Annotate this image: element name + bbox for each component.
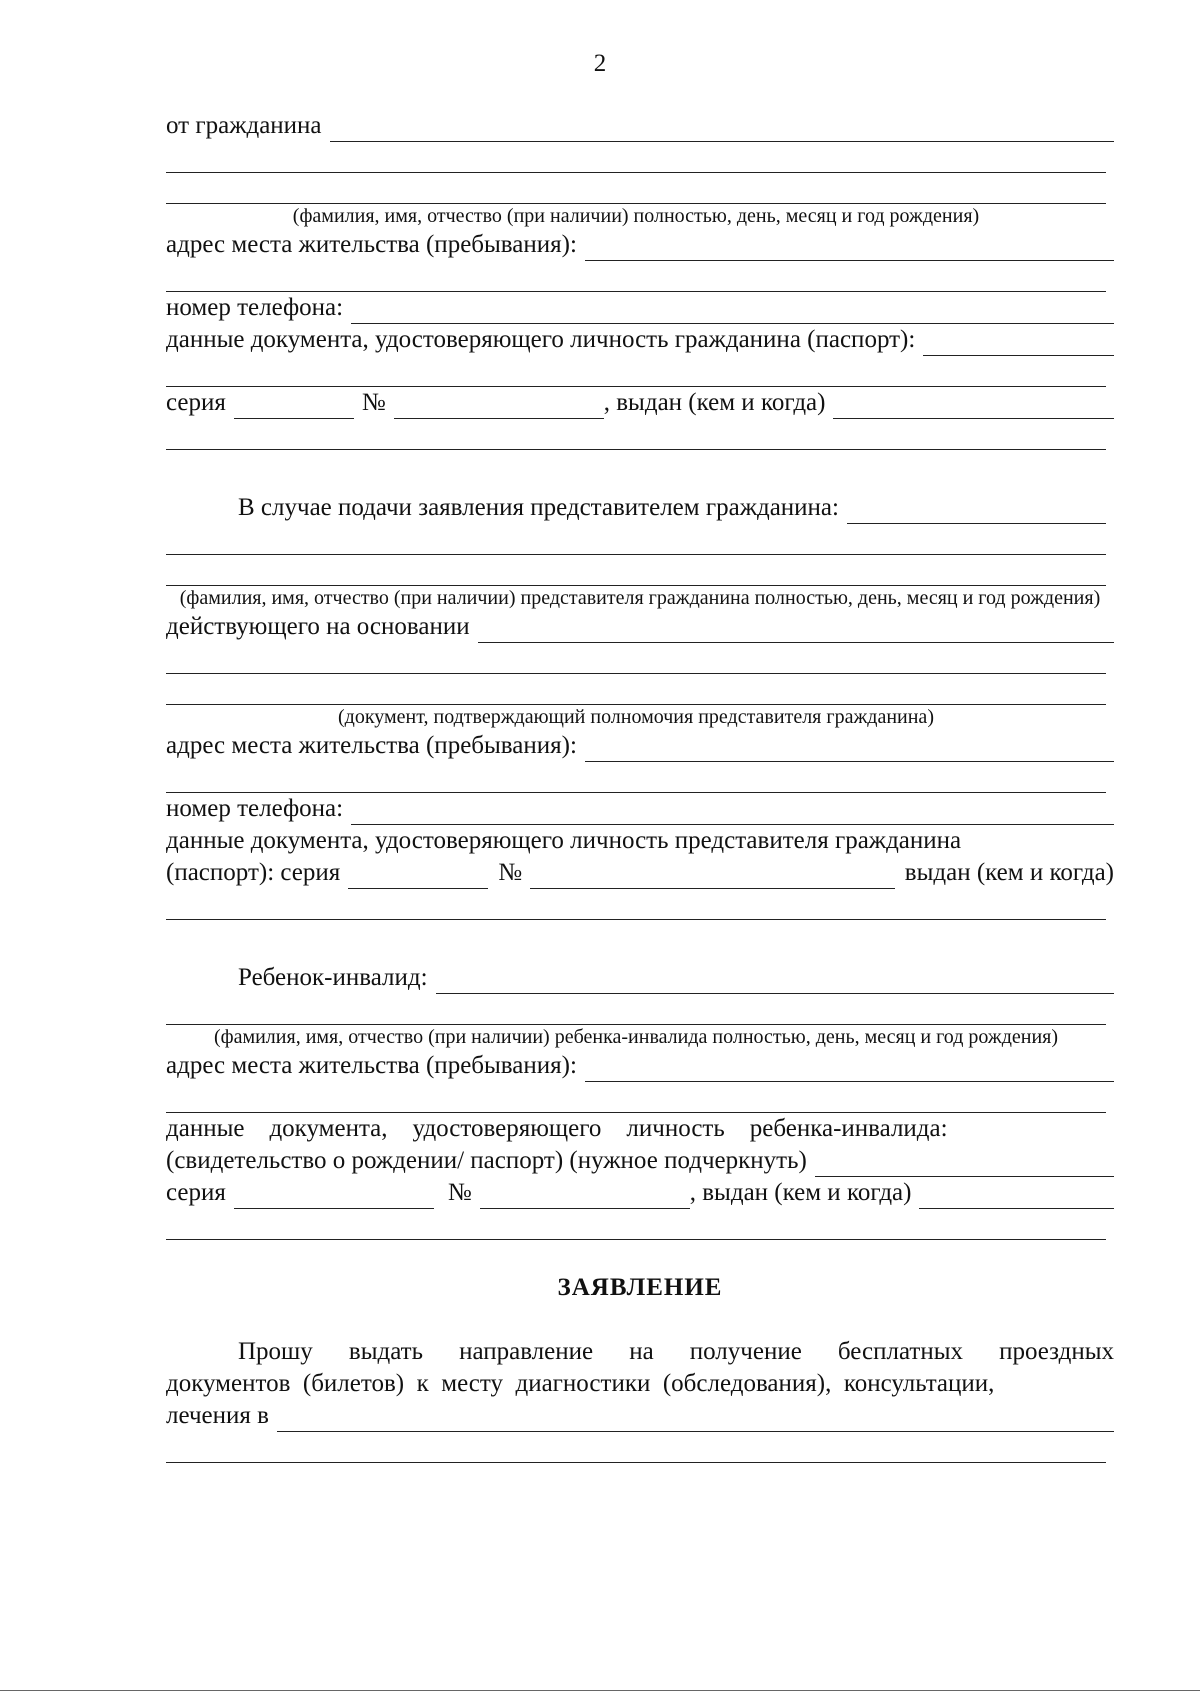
citizen-address-row: [166, 229, 1114, 261]
child-issued-field[interactable]: [919, 1184, 1114, 1209]
citizen-address-field[interactable]: [585, 236, 1114, 261]
child-row: [166, 962, 1114, 994]
citizen-from-label: от гражданина: [166, 112, 322, 139]
child-series-row: [166, 1177, 1114, 1209]
representative-intro: В случае подачи заявления представителем гражданина:: [238, 494, 839, 521]
child-number-label: №: [447, 1179, 472, 1206]
page-bottom-edge: [0, 1690, 1200, 1691]
representative-name-field[interactable]: [847, 499, 1106, 524]
child-id-doc-row: [166, 1113, 1114, 1145]
child-name-caption: (фамилия, имя, отчество (при наличии) ребенка-инвалида полностью, день, месяц и год рождения): [213, 1026, 1059, 1048]
child-label: Ребенок-инвалид:: [238, 964, 428, 991]
representative-name-field-line-3[interactable]: [166, 561, 1106, 586]
citizen-id-doc-label: данные документа, удостоверяющего личность гражданина (паспорт):: [166, 326, 916, 353]
citizen-address-field-line-2[interactable]: [166, 267, 1106, 292]
child-address-row: [166, 1050, 1114, 1082]
representative-phone-field[interactable]: [351, 800, 1114, 825]
citizen-phone-field[interactable]: [351, 299, 1114, 324]
representative-address-label: адрес места жительства (пребывания):: [166, 732, 577, 759]
child-number-field[interactable]: [480, 1184, 690, 1209]
child-doc-type-field[interactable]: [815, 1152, 1114, 1177]
citizen-issued-field[interactable]: [833, 394, 1114, 419]
citizen-series-label: серия: [166, 389, 226, 416]
citizen-address-label: адрес места жительства (пребывания):: [166, 231, 577, 258]
representative-phone-label: номер телефона:: [166, 795, 344, 822]
statement-title: ЗАЯВЛЕНИЕ: [557, 1274, 723, 1301]
statement-line-2-row: [166, 1368, 1114, 1400]
child-address-field[interactable]: [585, 1057, 1114, 1082]
representative-phone-row: [166, 793, 1114, 825]
page-number: 2: [593, 50, 607, 77]
representative-address-field-line-2[interactable]: [166, 768, 1106, 793]
citizen-name-field[interactable]: [330, 117, 1114, 142]
citizen-number-label: №: [361, 389, 386, 416]
citizen-name-field-line-3[interactable]: [166, 179, 1106, 204]
citizen-name-field-line-2[interactable]: [166, 148, 1106, 173]
citizen-name-caption: (фамилия, имя, отчество (при наличии) полностью, день, месяц и год рождения): [292, 205, 980, 227]
citizen-issued-field-line-2[interactable]: [166, 425, 1106, 450]
representative-id-doc-row: [166, 825, 1114, 857]
statement-destination-field[interactable]: [277, 1407, 1114, 1432]
citizen-number-field[interactable]: [394, 394, 604, 419]
child-name-field-line-2[interactable]: [166, 1000, 1106, 1025]
child-name-field[interactable]: [436, 969, 1114, 994]
representative-passport-series-label: (паспорт): серия: [166, 859, 341, 886]
statement-line-3-label: лечения в: [166, 1402, 269, 1429]
representative-intro-row: [166, 492, 1114, 524]
representative-issued-label: выдан (кем и когда): [904, 859, 1114, 886]
representative-issued-field[interactable]: [166, 895, 1106, 920]
statement-line-1-row: [166, 1336, 1114, 1368]
representative-acting-row: [166, 611, 1114, 643]
child-address-field-line-2[interactable]: [166, 1088, 1106, 1113]
representative-passport-row: [166, 857, 1114, 889]
citizen-phone-label: номер телефона:: [166, 294, 344, 321]
child-series-field[interactable]: [234, 1184, 434, 1209]
child-address-label: адрес места жительства (пребывания):: [166, 1052, 577, 1079]
representative-acting-label: действующего на основании: [166, 613, 470, 640]
child-doc-type-label: (свидетельство о рождении/ паспорт) (нужное подчеркнуть): [166, 1147, 807, 1174]
representative-series-field[interactable]: [348, 864, 488, 889]
statement-line-3-row: [166, 1400, 1114, 1432]
citizen-issued-label: , выдан (кем и когда): [603, 389, 826, 416]
citizen-series-row: [166, 387, 1114, 419]
representative-name-caption: (фамилия, имя, отчество (при наличии) представителя гражданина полностью, день, месяц и год рождения): [179, 587, 1101, 609]
child-id-doc-label: данные документа, удостоверяющего личность ребенка-инвалида:: [166, 1115, 948, 1142]
representative-name-field-line-2[interactable]: [166, 530, 1106, 555]
representative-address-field[interactable]: [585, 737, 1114, 762]
representative-number-label: №: [498, 859, 523, 886]
representative-address-row: [166, 730, 1114, 762]
citizen-id-doc-field[interactable]: [923, 331, 1114, 356]
representative-basis-field-line-3[interactable]: [166, 680, 1106, 705]
child-series-label: серия: [166, 1179, 226, 1206]
application-form: [166, 110, 1114, 1463]
statement-line-2: документов (билетов) к месту диагностики (обследования), консультации,: [166, 1370, 995, 1397]
citizen-from-row: [166, 110, 1114, 142]
citizen-phone-row: [166, 292, 1114, 324]
representative-id-doc-label: данные документа, удостоверяющего личность представителя гражданина: [166, 827, 962, 854]
child-issued-field-line-2[interactable]: [166, 1215, 1106, 1240]
citizen-id-doc-field-line-2[interactable]: [166, 362, 1106, 387]
statement-line-1: Прошу выдать направление на получение бесплатных проездных: [238, 1338, 1114, 1365]
representative-basis-field[interactable]: [478, 618, 1114, 643]
representative-basis-field-line-2[interactable]: [166, 649, 1106, 674]
statement-destination-field-line-2[interactable]: [166, 1438, 1106, 1463]
citizen-id-doc-row: [166, 324, 1114, 356]
child-issued-label: , выдан (кем и когда): [689, 1179, 912, 1206]
representative-number-field[interactable]: [530, 864, 895, 889]
representative-doc-caption: (документ, подтверждающий полномочия представителя гражданина): [338, 706, 934, 728]
citizen-series-field[interactable]: [234, 394, 354, 419]
child-doc-type-row: [166, 1145, 1114, 1177]
